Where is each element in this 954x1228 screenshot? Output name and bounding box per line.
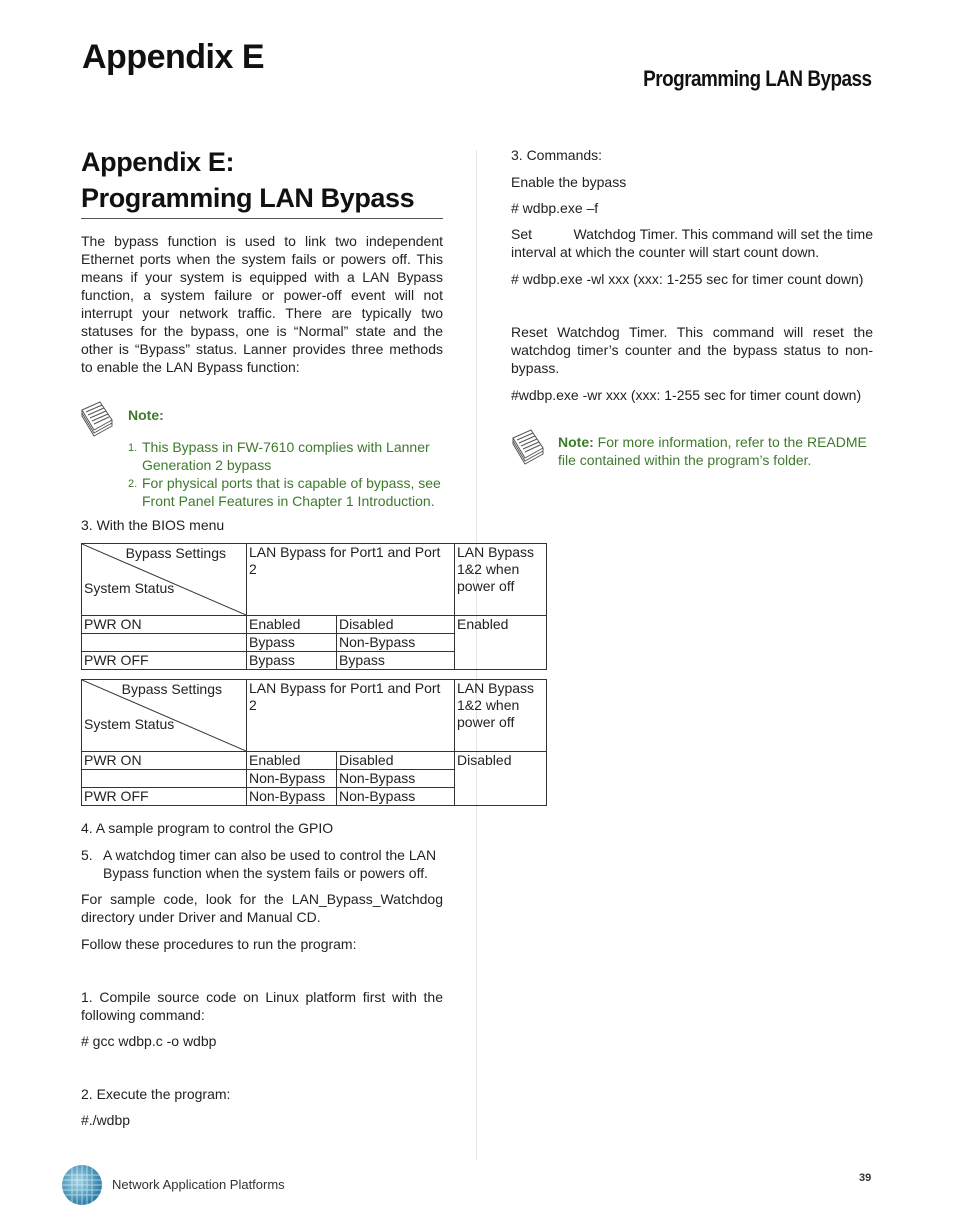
watchdog-item-text: A watchdog timer can also be used to control the LAN Bypass function when the system fails or powers off. (103, 847, 437, 881)
follow-procedures: Follow these procedures to run the program: (81, 936, 357, 952)
compile-step: 1. Compile source code on Linux platform first with the following command: (81, 989, 443, 1023)
note-item-number: 2. (128, 478, 138, 490)
section-title-line1: Appendix E: (81, 147, 235, 177)
status-cell (82, 634, 247, 652)
set-rest: Watchdog Timer. This command will set the time (573, 226, 873, 242)
status-cell: PWR ON (82, 752, 247, 770)
set-line2: interval at which the counter will start count down. (511, 244, 820, 260)
sample-code-paragraph: For sample code, look for the LAN_Bypass_Watchdog directory under Driver and Manual CD. (81, 891, 443, 925)
bypass-table-disabled (81, 679, 547, 806)
bypass-table-enabled (81, 543, 547, 670)
power-off-column-header: LAN Bypass 1&2 when power off (455, 680, 547, 752)
note-icon (78, 400, 114, 440)
header-subtitle: Programming LAN Bypass (643, 66, 872, 91)
set-watchdog-paragraph (511, 225, 873, 261)
bios-menu-item: 3. With the BIOS menu (81, 517, 225, 533)
note-label: Note: (128, 407, 164, 423)
footer-text: Network Application Platforms (112, 1177, 285, 1192)
port-b-cell: Bypass (337, 652, 455, 670)
readme-note (558, 433, 876, 469)
note-item (128, 438, 443, 474)
watchdog-item (81, 846, 443, 882)
watchdog-item-number: 5. (81, 847, 93, 863)
execute-step: 2. Execute the program: (81, 1086, 231, 1102)
commands-heading: 3. Commands: (511, 147, 603, 163)
port-b-cell: Non-Bypass (337, 634, 455, 652)
port-b-cell: Disabled (337, 752, 455, 770)
system-status-label: System Status (84, 580, 175, 596)
port-b-cell: Non-Bypass (337, 770, 455, 788)
note-item-number: 1. (128, 442, 138, 454)
readme-note-text: For more information, refer to the README file contained within the program’s folder. (558, 434, 867, 468)
enable-bypass-text: Enable the bypass (511, 174, 627, 190)
note-label: Note: (558, 434, 594, 450)
run-command: #./wdbp (81, 1112, 131, 1128)
set-word: Set (511, 226, 533, 242)
gcc-command: # gcc wdbp.c -o wdbp (81, 1033, 217, 1049)
intro-paragraph: The bypass function is used to link two independent Ethernet ports when the system fails or powers off. This means if your system is equipped with a LAN Bypass function, a system failure or power-off event will not interrupt your network traffic. There are typically two statuses for the bypass, one is “Normal” state and the other is “Bypass” status. Lanner provides three methods to enable the LAN Bypass function: (81, 233, 443, 375)
power-off-column-header: LAN Bypass 1&2 when power off (455, 544, 547, 616)
port-a-cell: Enabled (247, 752, 337, 770)
note-icon (509, 428, 545, 468)
section-title (81, 144, 443, 219)
reset-watchdog-paragraph: Reset Watchdog Timer. This command will reset the watchdog timer’s counter and the bypass status to non-bypass. (511, 324, 873, 376)
port-a-cell: Non-Bypass (247, 788, 337, 806)
bypass-settings-label: Bypass Settings (121, 681, 222, 697)
diagonal-header-cell (82, 680, 247, 752)
ports-column-header: LAN Bypass for Port1 and Port 2 (247, 680, 455, 752)
page-number: 39 (859, 1172, 872, 1184)
power-off-value-cell: Disabled (455, 752, 547, 806)
status-cell: PWR OFF (82, 788, 247, 806)
port-a-cell: Non-Bypass (247, 770, 337, 788)
port-a-cell: Enabled (247, 616, 337, 634)
system-status-label: System Status (84, 716, 175, 732)
port-a-cell: Bypass (247, 634, 337, 652)
status-cell: PWR OFF (82, 652, 247, 670)
cmd-enable: # wdbp.exe –f (511, 200, 599, 216)
status-cell: PWR ON (82, 616, 247, 634)
diagonal-header-cell (82, 544, 247, 616)
gpio-item: 4. A sample program to control the GPIO (81, 820, 334, 836)
chapter-title: Appendix E (82, 38, 265, 76)
power-off-value-cell: Enabled (455, 616, 547, 670)
bypass-settings-label: Bypass Settings (125, 545, 226, 561)
note-item-text: This Bypass in FW-7610 complies with Lanner Generation 2 bypass (142, 439, 430, 473)
port-b-cell: Non-Bypass (337, 788, 455, 806)
cmd-reset-timer: #wdbp.exe -wr xxx (xxx: 1-255 sec for timer count down) (511, 387, 862, 403)
note-item (128, 474, 443, 510)
cmd-set-timer: # wdbp.exe -wl xxx (xxx: 1-255 sec for timer count down) (511, 271, 864, 287)
note-list (128, 438, 443, 510)
port-b-cell: Disabled (337, 616, 455, 634)
section-title-line2: Programming LAN Bypass (81, 183, 415, 213)
ports-column-header: LAN Bypass for Port1 and Port 2 (247, 544, 455, 616)
status-cell (82, 770, 247, 788)
port-a-cell: Bypass (247, 652, 337, 670)
note-item-text: For physical ports that is capable of bypass, see Front Panel Features in Chapter 1 Introduction. (142, 475, 441, 509)
lanner-logo-icon (60, 1163, 104, 1207)
